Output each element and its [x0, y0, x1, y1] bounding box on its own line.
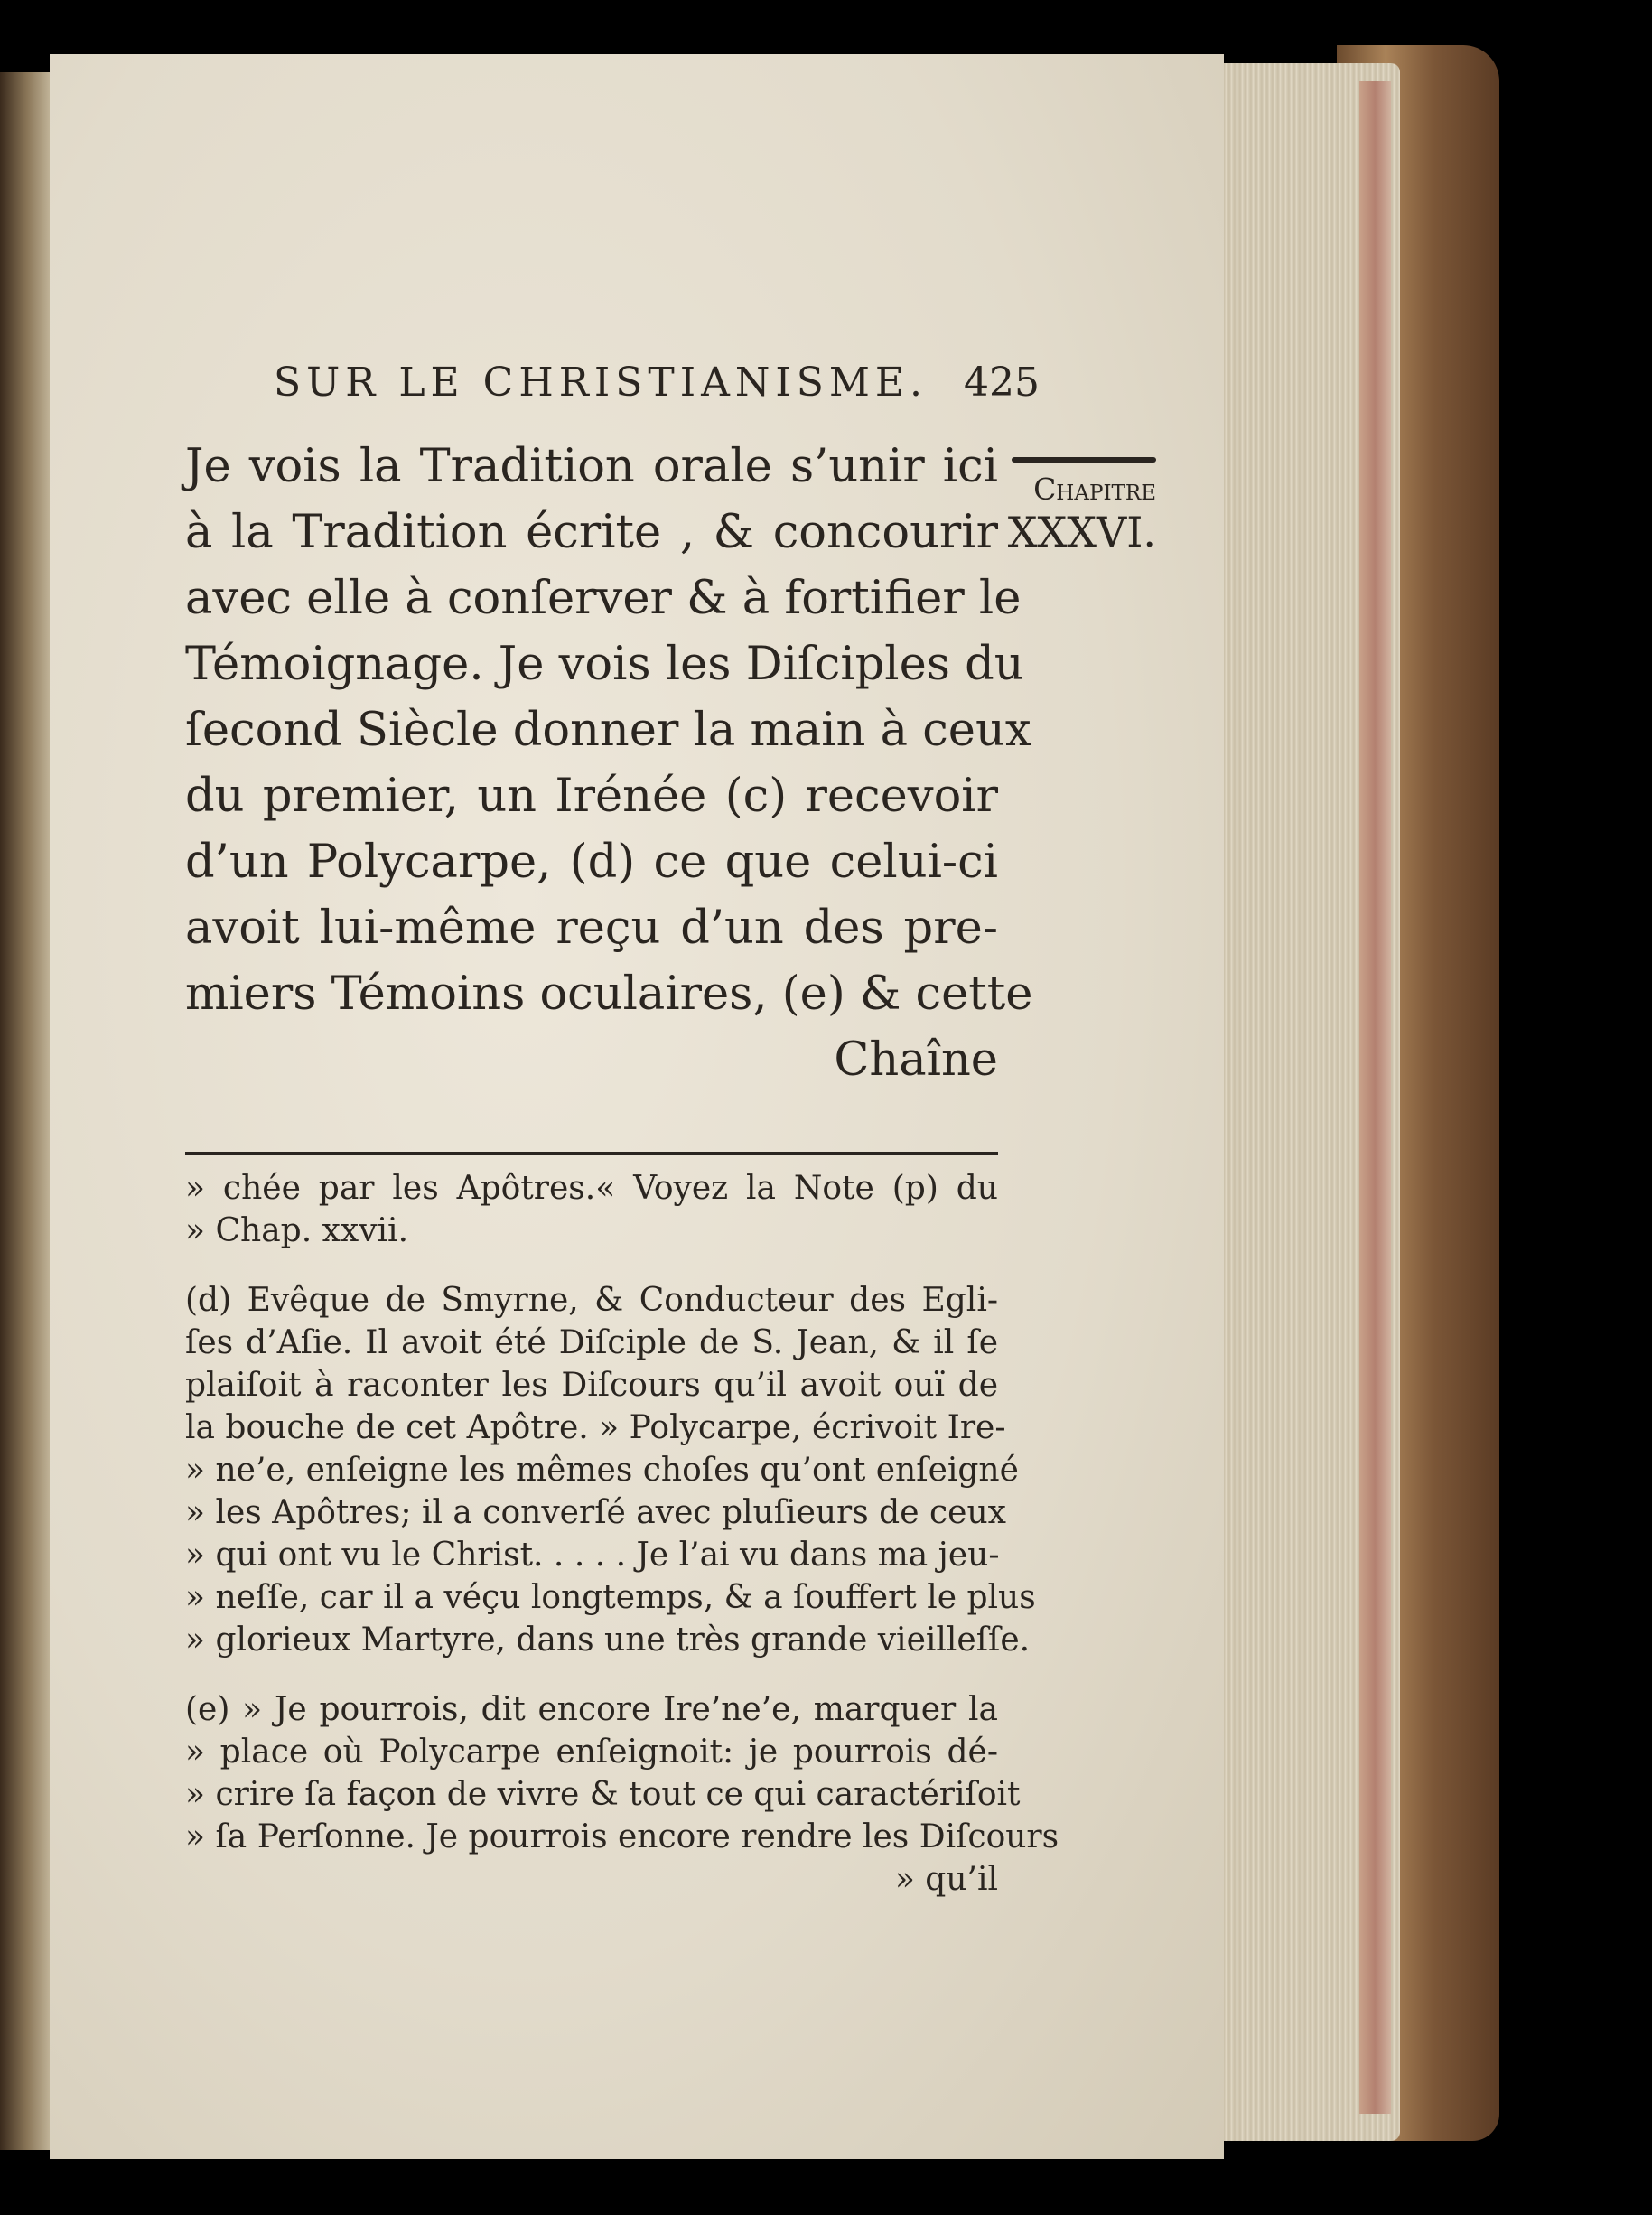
footnote-catchword: » qu’il [894, 1861, 998, 1898]
body-text [185, 434, 1033, 1093]
footnote-line: » crire ſa façon de vivre & tout ce qui caractériſoit [185, 1776, 1021, 1813]
body-line: Témoignage. Je vois les Diſciples du [185, 638, 1024, 691]
body-line: avoit lui-même reçu d’un des pre- [185, 902, 998, 955]
footnote-divider [185, 1152, 998, 1155]
footnote-line: la bouche de cet Apôtre. » Polycarpe, écrivoit Ire- [185, 1409, 1006, 1446]
body-line: ſecond Siècle donner la main à ceux [185, 704, 1031, 757]
body-line: à la Tradition écrite , & concourir [185, 506, 998, 559]
footnote-line: » glorieux Martyre, dans une très grande vieilleſſe. [185, 1622, 1031, 1659]
body-line: miers Témoins oculaires, (e) & cette [185, 967, 1033, 1021]
body-line: du premier, un Irénée (c) recevoir [185, 770, 998, 823]
footnote-line: » neſſe, car il a véçu longtemps, & a ſouffert le plus [185, 1579, 1036, 1616]
margin-chapter-label: Chapitre [1033, 472, 1156, 507]
red-page-edge [1359, 81, 1391, 2114]
footnote-line: plaiſoit à raconter les Diſcours qu’il avoit ouï de [185, 1367, 998, 1404]
footnote-line: » ſa Perſonne. Je pourrois encore rendre les Diſcours [185, 1818, 1059, 1855]
footnote-line: » chée par les Apôtres.« Voyez la Note (p) du [185, 1170, 998, 1207]
running-head [274, 360, 1040, 406]
footnote-line: ſes d’Aſie. Il avoit été Diſciple de S. Jean, & il ſe [185, 1324, 998, 1361]
catchword: Chaîne [834, 1033, 998, 1087]
footnote-line: » ne’e, enſeigne les mêmes choſes qu’ont enſeigné [185, 1452, 1019, 1489]
footnotes [185, 1167, 1059, 1901]
footnote-line: (d) Evêque de Smyrne, & Conducteur des Egli- [185, 1282, 998, 1319]
footnote-line: » place où Polycarpe enſeignoit: je pourrois dé- [185, 1734, 998, 1771]
footnote-line: » Chap. xxvii. [185, 1212, 409, 1249]
margin-chapter-number: XXXVI. [1007, 508, 1156, 556]
facing-page-edge [0, 72, 54, 2150]
printed-page [50, 54, 1224, 2159]
footnote-line: » qui ont vu le Christ. . . . . Je l’ai vu dans ma jeu- [185, 1537, 1000, 1574]
margin-rule [1012, 457, 1156, 463]
body-line: Je vois la Tradition orale s’unir ici [185, 440, 998, 493]
chapter-margin-note [1003, 441, 1156, 555]
footnote-line: » les Apôtres; il a converſé avec pluſieurs de ceux [185, 1494, 1006, 1531]
footnote-line: (e) » Je pourrois, dit encore Ire’ne’e, marquer la [185, 1691, 998, 1728]
running-head-title: SUR LE CHRISTIANISME. [274, 360, 929, 406]
body-line: d’un Polycarpe, (d) ce que celui-ci [185, 836, 998, 889]
page-number: 425 [964, 360, 1041, 406]
body-line: avec elle à conſerver & à fortifier le [185, 572, 1022, 625]
